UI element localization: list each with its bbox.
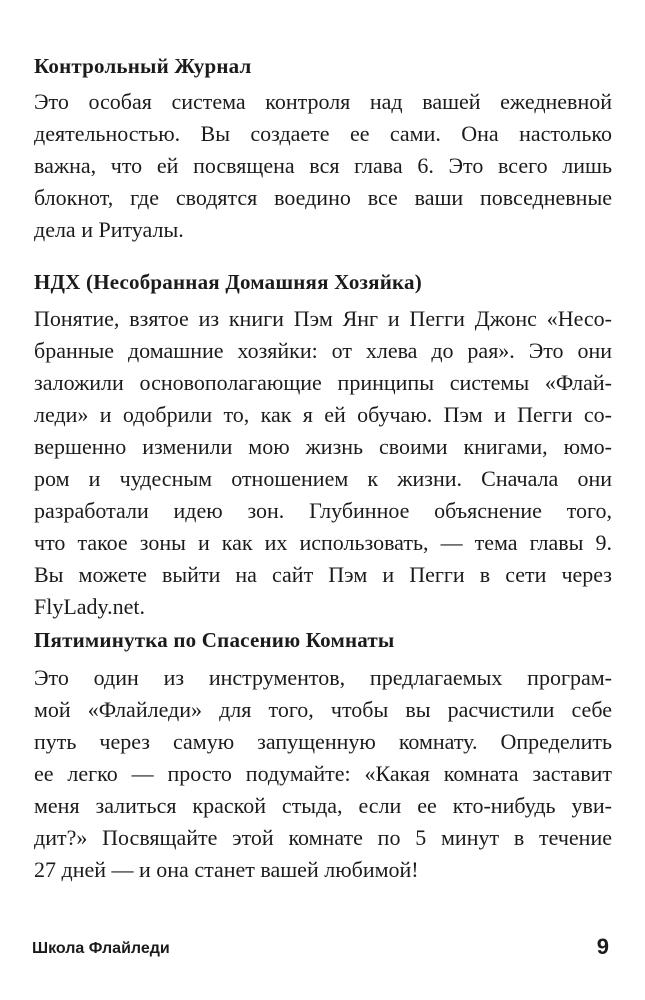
section-body-room-rescue: [34, 662, 612, 886]
text-line: деятельностью. Вы создаете ее сами. Она настолько: [34, 121, 612, 146]
text-line: FlyLady.net.: [34, 594, 145, 619]
page-number: 9: [596, 934, 609, 959]
section-heading-ndh: НДХ (Несобранная Домашняя Хозяйка): [34, 270, 422, 294]
text-line: заложили основополагающие принципы системы «Флай-: [34, 370, 612, 395]
text-line: мой «Флайледи» для того, чтобы вы расчистили себе: [34, 697, 612, 722]
text-line: дит?» Посвящайте этой комнате по 5 минут в течение: [34, 825, 612, 850]
section-body-control-journal: [34, 86, 612, 246]
text-line: меня залиться краской стыда, если ее кто-нибудь уви-: [34, 793, 612, 818]
text-line: Вы можете выйти на сайт Пэм и Пегги в сети через: [34, 562, 612, 587]
text-line: бранные домашние хозяйки: от хлева до рая». Это они: [34, 338, 612, 363]
text-line: дела и Ритуалы.: [34, 217, 184, 242]
text-line: леди» и одобрили то, как я ей обучаю. Пэм и Пегги со-: [34, 402, 612, 427]
text-line: что такое зоны и как их использовать, — тема главы 9.: [34, 530, 612, 555]
text-line: Это особая система контроля над вашей ежедневной: [34, 89, 612, 114]
text-line: ее легко — просто подумайте: «Какая комната заставит: [34, 761, 612, 786]
section-heading-room-rescue: Пятиминутка по Спасению Комнаты: [34, 628, 395, 652]
text-line: 27 дней — и она станет вашей любимой!: [34, 857, 419, 882]
text-line: Понятие, взятое из книги Пэм Янг и Пегги Джонс «Несо-: [34, 306, 612, 331]
running-footer-book-title: Школа Флайледи: [32, 940, 170, 957]
text-line: вершенно изменили мою жизнь своими книгами, юмо-: [34, 434, 612, 459]
section-heading-control-journal: Контрольный Журнал: [34, 54, 252, 78]
section-body-ndh: [34, 303, 612, 623]
text-line: путь через самую запущенную комнату. Определить: [34, 729, 612, 754]
text-line: Это один из инструментов, предлагаемых програм-: [34, 665, 612, 690]
text-line: важна, что ей посвящена вся глава 6. Это всего лишь: [34, 153, 612, 178]
text-line: блокнот, где сводятся воедино все ваши повседневные: [34, 185, 612, 210]
text-line: разработали идею зон. Глубинное объяснение того,: [34, 498, 612, 523]
text-line: ром и чудесным отношением к жизни. Сначала они: [34, 466, 612, 491]
